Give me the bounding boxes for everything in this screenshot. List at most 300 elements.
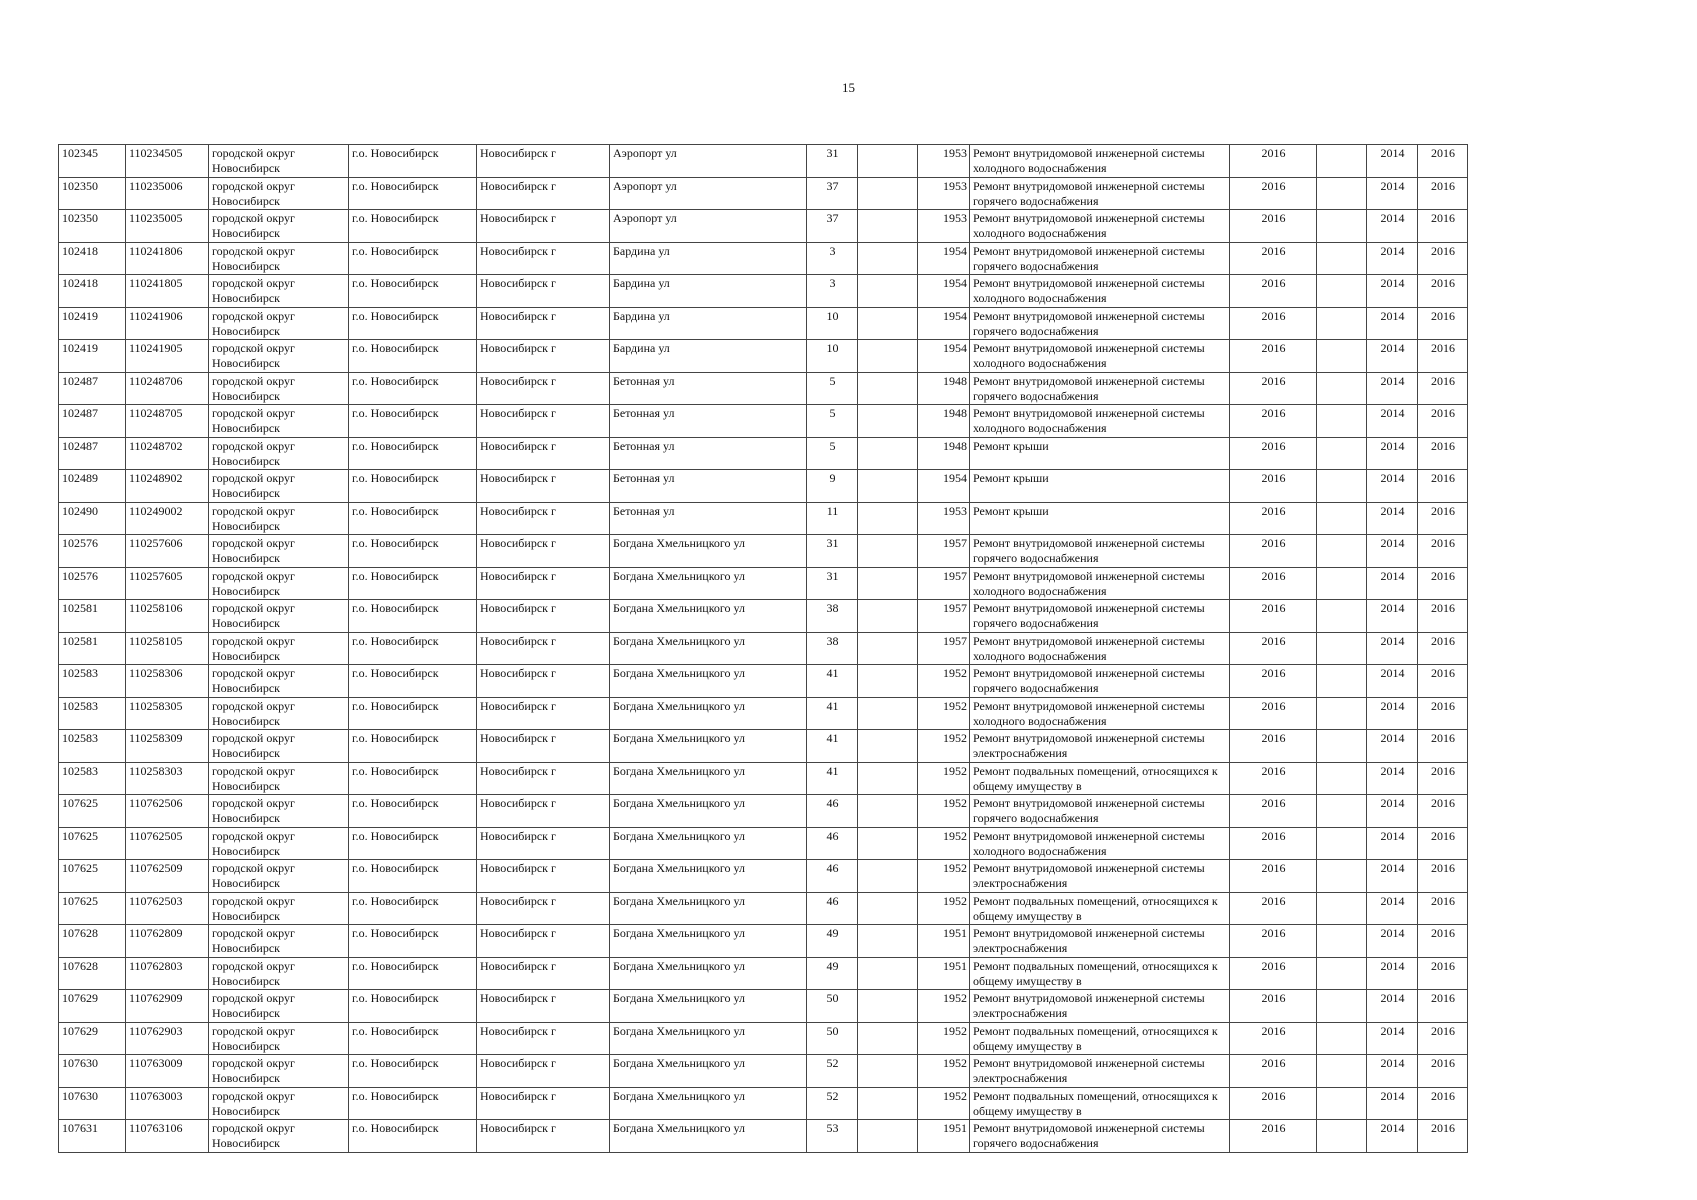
cell-settlement: г.о. Новосибирск	[349, 697, 477, 730]
cell-street: Богдана Хмельницкого ул	[610, 600, 807, 633]
cell-house-id: 102350	[59, 210, 126, 243]
cell-year-built: 1952	[918, 795, 970, 828]
cell-building	[858, 1087, 918, 1120]
cell-work-type: Ремонт крыши	[970, 502, 1230, 535]
cell-building	[858, 600, 918, 633]
cell-work-type: Ремонт подвальных помещений, относящихся к общему имуществу в	[970, 957, 1230, 990]
cell-blank	[1317, 470, 1367, 503]
cell-municipality: городской округ Новосибирск	[209, 567, 349, 600]
cell-work-id: 110258306	[126, 665, 209, 698]
cell-municipality: городской округ Новосибирск	[209, 990, 349, 1023]
cell-municipality: городской округ Новосибирск	[209, 242, 349, 275]
cell-year-built: 1957	[918, 632, 970, 665]
cell-work-type: Ремонт подвальных помещений, относящихся к общему имуществу в	[970, 1022, 1230, 1055]
cell-blank	[1317, 210, 1367, 243]
cell-house-number: 46	[807, 892, 858, 925]
cell-city: Новосибирск г	[477, 600, 610, 633]
cell-house-id: 102581	[59, 600, 126, 633]
cell-municipality: городской округ Новосибирск	[209, 665, 349, 698]
cell-house-id: 102583	[59, 762, 126, 795]
cell-municipality: городской округ Новосибирск	[209, 1120, 349, 1153]
cell-street: Богдана Хмельницкого ул	[610, 892, 807, 925]
cell-city: Новосибирск г	[477, 437, 610, 470]
cell-municipality: городской округ Новосибирск	[209, 1087, 349, 1120]
cell-work-id: 110763009	[126, 1055, 209, 1088]
cell-work-id: 110248706	[126, 372, 209, 405]
cell-year-from: 2014	[1367, 372, 1418, 405]
cell-street: Аэропорт ул	[610, 177, 807, 210]
cell-house-number: 50	[807, 1022, 858, 1055]
cell-year-to: 2016	[1418, 957, 1468, 990]
cell-house-number: 10	[807, 340, 858, 373]
cell-work-type: Ремонт внутридомовой инженерной системы горячего водоснабжения	[970, 372, 1230, 405]
table-row	[59, 957, 1468, 990]
cell-year-from: 2014	[1367, 340, 1418, 373]
cell-city: Новосибирск г	[477, 535, 610, 568]
cell-blank	[1317, 275, 1367, 308]
cell-blank	[1317, 502, 1367, 535]
cell-work-type: Ремонт подвальных помещений, относящихся к общему имуществу в	[970, 1087, 1230, 1120]
cell-work-type: Ремонт внутридомовой инженерной системы холодного водоснабжения	[970, 697, 1230, 730]
cell-work-id: 110763106	[126, 1120, 209, 1153]
cell-settlement: г.о. Новосибирск	[349, 990, 477, 1023]
cell-municipality: городской округ Новосибирск	[209, 632, 349, 665]
page-number: 15	[842, 80, 855, 95]
cell-work-type: Ремонт внутридомовой инженерной системы горячего водоснабжения	[970, 242, 1230, 275]
cell-work-type: Ремонт внутридомовой инженерной системы электроснабжения	[970, 860, 1230, 893]
cell-settlement: г.о. Новосибирск	[349, 242, 477, 275]
cell-settlement: г.о. Новосибирск	[349, 535, 477, 568]
cell-year-built: 1954	[918, 275, 970, 308]
cell-city: Новосибирск г	[477, 405, 610, 438]
cell-work-id: 110762909	[126, 990, 209, 1023]
cell-city: Новосибирск г	[477, 145, 610, 178]
capital-repair-table	[58, 144, 1468, 1153]
cell-house-id: 102489	[59, 470, 126, 503]
cell-plan-year: 2016	[1230, 1055, 1317, 1088]
cell-street: Аэропорт ул	[610, 210, 807, 243]
cell-settlement: г.о. Новосибирск	[349, 275, 477, 308]
cell-work-id: 110235006	[126, 177, 209, 210]
cell-city: Новосибирск г	[477, 990, 610, 1023]
cell-settlement: г.о. Новосибирск	[349, 827, 477, 860]
cell-house-number: 9	[807, 470, 858, 503]
cell-work-type: Ремонт подвальных помещений, относящихся к общему имуществу в	[970, 762, 1230, 795]
cell-blank	[1317, 177, 1367, 210]
cell-blank	[1317, 632, 1367, 665]
cell-year-to: 2016	[1418, 210, 1468, 243]
cell-city: Новосибирск г	[477, 957, 610, 990]
cell-year-built: 1957	[918, 567, 970, 600]
table-row	[59, 1087, 1468, 1120]
cell-year-from: 2014	[1367, 632, 1418, 665]
cell-work-id: 110762809	[126, 925, 209, 958]
cell-year-from: 2014	[1367, 892, 1418, 925]
cell-work-type: Ремонт внутридомовой инженерной системы горячего водоснабжения	[970, 535, 1230, 568]
cell-work-id: 110241905	[126, 340, 209, 373]
cell-year-from: 2014	[1367, 957, 1418, 990]
cell-year-to: 2016	[1418, 730, 1468, 763]
cell-plan-year: 2016	[1230, 762, 1317, 795]
cell-building	[858, 632, 918, 665]
cell-work-type: Ремонт внутридомовой инженерной системы холодного водоснабжения	[970, 210, 1230, 243]
cell-city: Новосибирск г	[477, 925, 610, 958]
cell-house-number: 41	[807, 730, 858, 763]
cell-building	[858, 210, 918, 243]
cell-plan-year: 2016	[1230, 665, 1317, 698]
cell-year-to: 2016	[1418, 470, 1468, 503]
cell-year-from: 2014	[1367, 307, 1418, 340]
cell-work-type: Ремонт внутридомовой инженерной системы горячего водоснабжения	[970, 600, 1230, 633]
cell-year-from: 2014	[1367, 437, 1418, 470]
cell-house-number: 38	[807, 632, 858, 665]
cell-settlement: г.о. Новосибирск	[349, 177, 477, 210]
cell-blank	[1317, 697, 1367, 730]
cell-house-id: 102419	[59, 307, 126, 340]
cell-house-id: 102576	[59, 567, 126, 600]
table-row	[59, 990, 1468, 1023]
cell-municipality: городской округ Новосибирск	[209, 697, 349, 730]
cell-blank	[1317, 340, 1367, 373]
cell-blank	[1317, 437, 1367, 470]
cell-settlement: г.о. Новосибирск	[349, 307, 477, 340]
cell-year-to: 2016	[1418, 860, 1468, 893]
cell-year-to: 2016	[1418, 372, 1468, 405]
table-row	[59, 145, 1468, 178]
cell-street: Аэропорт ул	[610, 145, 807, 178]
cell-settlement: г.о. Новосибирск	[349, 567, 477, 600]
cell-street: Богдана Хмельницкого ул	[610, 827, 807, 860]
table-row	[59, 275, 1468, 308]
cell-year-from: 2014	[1367, 795, 1418, 828]
cell-year-built: 1952	[918, 860, 970, 893]
cell-blank	[1317, 145, 1367, 178]
cell-work-type: Ремонт внутридомовой инженерной системы холодного водоснабжения	[970, 145, 1230, 178]
cell-street: Богдана Хмельницкого ул	[610, 665, 807, 698]
cell-settlement: г.о. Новосибирск	[349, 892, 477, 925]
cell-street: Бардина ул	[610, 275, 807, 308]
cell-settlement: г.о. Новосибирск	[349, 925, 477, 958]
cell-blank	[1317, 795, 1367, 828]
cell-street: Богдана Хмельницкого ул	[610, 1022, 807, 1055]
cell-municipality: городской округ Новосибирск	[209, 600, 349, 633]
cell-work-id: 110249002	[126, 502, 209, 535]
cell-building	[858, 665, 918, 698]
cell-year-from: 2014	[1367, 762, 1418, 795]
cell-year-from: 2014	[1367, 860, 1418, 893]
cell-year-built: 1948	[918, 405, 970, 438]
table-row	[59, 340, 1468, 373]
cell-building	[858, 957, 918, 990]
cell-building	[858, 1055, 918, 1088]
cell-building	[858, 535, 918, 568]
cell-year-to: 2016	[1418, 1022, 1468, 1055]
cell-plan-year: 2016	[1230, 1022, 1317, 1055]
cell-year-to: 2016	[1418, 762, 1468, 795]
cell-year-from: 2014	[1367, 827, 1418, 860]
cell-blank	[1317, 1120, 1367, 1153]
cell-work-type: Ремонт внутридомовой инженерной системы горячего водоснабжения	[970, 177, 1230, 210]
cell-work-id: 110762505	[126, 827, 209, 860]
cell-settlement: г.о. Новосибирск	[349, 1087, 477, 1120]
table-row	[59, 697, 1468, 730]
cell-house-id: 102583	[59, 730, 126, 763]
cell-work-type: Ремонт внутридомовой инженерной системы холодного водоснабжения	[970, 340, 1230, 373]
cell-year-to: 2016	[1418, 502, 1468, 535]
cell-settlement: г.о. Новосибирск	[349, 1055, 477, 1088]
cell-house-id: 107625	[59, 795, 126, 828]
table-row	[59, 600, 1468, 633]
cell-city: Новосибирск г	[477, 1087, 610, 1120]
cell-municipality: городской округ Новосибирск	[209, 502, 349, 535]
cell-street: Богдана Хмельницкого ул	[610, 697, 807, 730]
cell-building	[858, 1022, 918, 1055]
cell-blank	[1317, 1055, 1367, 1088]
cell-city: Новосибирск г	[477, 795, 610, 828]
cell-building	[858, 372, 918, 405]
cell-house-number: 5	[807, 372, 858, 405]
cell-settlement: г.о. Новосибирск	[349, 632, 477, 665]
cell-building	[858, 730, 918, 763]
cell-house-id: 102418	[59, 242, 126, 275]
cell-year-to: 2016	[1418, 665, 1468, 698]
cell-blank	[1317, 600, 1367, 633]
cell-year-from: 2014	[1367, 990, 1418, 1023]
table-row	[59, 502, 1468, 535]
cell-municipality: городской округ Новосибирск	[209, 437, 349, 470]
cell-work-type: Ремонт крыши	[970, 470, 1230, 503]
cell-building	[858, 307, 918, 340]
cell-work-id: 110763003	[126, 1087, 209, 1120]
cell-street: Богдана Хмельницкого ул	[610, 925, 807, 958]
cell-work-type: Ремонт внутридомовой инженерной системы холодного водоснабжения	[970, 567, 1230, 600]
cell-year-built: 1957	[918, 535, 970, 568]
cell-work-id: 110258309	[126, 730, 209, 763]
cell-house-number: 3	[807, 275, 858, 308]
cell-blank	[1317, 372, 1367, 405]
cell-house-id: 102418	[59, 275, 126, 308]
cell-house-number: 3	[807, 242, 858, 275]
cell-city: Новосибирск г	[477, 1120, 610, 1153]
cell-city: Новосибирск г	[477, 275, 610, 308]
cell-house-id: 102576	[59, 535, 126, 568]
cell-year-to: 2016	[1418, 145, 1468, 178]
table-row	[59, 177, 1468, 210]
cell-work-id: 110762503	[126, 892, 209, 925]
cell-year-built: 1957	[918, 600, 970, 633]
cell-year-from: 2014	[1367, 1120, 1418, 1153]
cell-house-number: 38	[807, 600, 858, 633]
cell-year-from: 2014	[1367, 145, 1418, 178]
cell-settlement: г.о. Новосибирск	[349, 502, 477, 535]
cell-year-from: 2014	[1367, 1022, 1418, 1055]
cell-street: Бетонная ул	[610, 437, 807, 470]
table-row	[59, 242, 1468, 275]
cell-settlement: г.о. Новосибирск	[349, 762, 477, 795]
table-body	[59, 145, 1468, 1153]
cell-year-built: 1951	[918, 1120, 970, 1153]
cell-work-type: Ремонт внутридомовой инженерной системы электроснабжения	[970, 990, 1230, 1023]
cell-city: Новосибирск г	[477, 892, 610, 925]
cell-house-id: 107630	[59, 1087, 126, 1120]
cell-plan-year: 2016	[1230, 567, 1317, 600]
cell-municipality: городской округ Новосибирск	[209, 372, 349, 405]
cell-city: Новосибирск г	[477, 697, 610, 730]
cell-work-id: 110248702	[126, 437, 209, 470]
cell-work-id: 110241906	[126, 307, 209, 340]
cell-city: Новосибирск г	[477, 860, 610, 893]
cell-plan-year: 2016	[1230, 372, 1317, 405]
cell-house-number: 31	[807, 535, 858, 568]
table-row	[59, 535, 1468, 568]
cell-plan-year: 2016	[1230, 437, 1317, 470]
cell-street: Бардина ул	[610, 242, 807, 275]
cell-city: Новосибирск г	[477, 177, 610, 210]
cell-municipality: городской округ Новосибирск	[209, 730, 349, 763]
cell-street: Богдана Хмельницкого ул	[610, 990, 807, 1023]
cell-street: Бардина ул	[610, 340, 807, 373]
cell-city: Новосибирск г	[477, 827, 610, 860]
cell-house-number: 37	[807, 177, 858, 210]
cell-year-built: 1952	[918, 990, 970, 1023]
cell-city: Новосибирск г	[477, 632, 610, 665]
cell-house-number: 46	[807, 827, 858, 860]
cell-plan-year: 2016	[1230, 340, 1317, 373]
cell-house-number: 10	[807, 307, 858, 340]
cell-house-number: 31	[807, 567, 858, 600]
cell-year-to: 2016	[1418, 340, 1468, 373]
cell-plan-year: 2016	[1230, 860, 1317, 893]
cell-year-to: 2016	[1418, 795, 1468, 828]
cell-year-to: 2016	[1418, 925, 1468, 958]
cell-city: Новосибирск г	[477, 210, 610, 243]
cell-building	[858, 860, 918, 893]
cell-street: Богдана Хмельницкого ул	[610, 1087, 807, 1120]
cell-house-id: 107631	[59, 1120, 126, 1153]
cell-work-type: Ремонт крыши	[970, 437, 1230, 470]
cell-building	[858, 405, 918, 438]
cell-work-id: 110248902	[126, 470, 209, 503]
cell-plan-year: 2016	[1230, 795, 1317, 828]
cell-blank	[1317, 827, 1367, 860]
cell-year-built: 1952	[918, 762, 970, 795]
cell-year-from: 2014	[1367, 665, 1418, 698]
cell-street: Богдана Хмельницкого ул	[610, 957, 807, 990]
cell-building	[858, 827, 918, 860]
cell-city: Новосибирск г	[477, 1055, 610, 1088]
cell-work-id: 110257605	[126, 567, 209, 600]
cell-house-id: 107628	[59, 957, 126, 990]
cell-building	[858, 340, 918, 373]
cell-blank	[1317, 242, 1367, 275]
cell-house-number: 31	[807, 145, 858, 178]
table-row	[59, 665, 1468, 698]
cell-municipality: городской округ Новосибирск	[209, 177, 349, 210]
cell-street: Бардина ул	[610, 307, 807, 340]
cell-street: Бетонная ул	[610, 372, 807, 405]
cell-year-to: 2016	[1418, 827, 1468, 860]
cell-blank	[1317, 405, 1367, 438]
cell-settlement: г.о. Новосибирск	[349, 600, 477, 633]
table-row	[59, 210, 1468, 243]
cell-street: Богдана Хмельницкого ул	[610, 535, 807, 568]
cell-work-type: Ремонт подвальных помещений, относящихся к общему имуществу в	[970, 892, 1230, 925]
cell-house-number: 49	[807, 925, 858, 958]
cell-settlement: г.о. Новосибирск	[349, 145, 477, 178]
cell-work-type: Ремонт внутридомовой инженерной системы электроснабжения	[970, 730, 1230, 763]
cell-house-number: 49	[807, 957, 858, 990]
cell-year-to: 2016	[1418, 405, 1468, 438]
cell-city: Новосибирск г	[477, 502, 610, 535]
cell-building	[858, 795, 918, 828]
cell-plan-year: 2016	[1230, 502, 1317, 535]
cell-street: Бетонная ул	[610, 502, 807, 535]
cell-year-from: 2014	[1367, 567, 1418, 600]
table-row	[59, 1022, 1468, 1055]
cell-street: Бетонная ул	[610, 405, 807, 438]
cell-building	[858, 567, 918, 600]
cell-settlement: г.о. Новосибирск	[349, 372, 477, 405]
cell-plan-year: 2016	[1230, 210, 1317, 243]
table-row	[59, 762, 1468, 795]
cell-work-type: Ремонт внутридомовой инженерной системы холодного водоснабжения	[970, 275, 1230, 308]
cell-house-number: 11	[807, 502, 858, 535]
cell-work-id: 110248705	[126, 405, 209, 438]
cell-year-to: 2016	[1418, 632, 1468, 665]
cell-work-type: Ремонт внутридомовой инженерной системы холодного водоснабжения	[970, 632, 1230, 665]
cell-work-id: 110762903	[126, 1022, 209, 1055]
cell-blank	[1317, 860, 1367, 893]
cell-year-to: 2016	[1418, 1055, 1468, 1088]
cell-work-id: 110762506	[126, 795, 209, 828]
cell-work-type: Ремонт внутридомовой инженерной системы электроснабжения	[970, 1055, 1230, 1088]
cell-year-to: 2016	[1418, 1120, 1468, 1153]
cell-house-number: 46	[807, 860, 858, 893]
cell-year-to: 2016	[1418, 600, 1468, 633]
cell-house-id: 102350	[59, 177, 126, 210]
table-row	[59, 470, 1468, 503]
cell-house-number: 5	[807, 405, 858, 438]
cell-work-type: Ремонт внутридомовой инженерной системы электроснабжения	[970, 925, 1230, 958]
cell-year-to: 2016	[1418, 242, 1468, 275]
cell-house-number: 50	[807, 990, 858, 1023]
cell-year-from: 2014	[1367, 535, 1418, 568]
cell-city: Новосибирск г	[477, 307, 610, 340]
table-row	[59, 827, 1468, 860]
table-row	[59, 405, 1468, 438]
table-row	[59, 730, 1468, 763]
cell-year-to: 2016	[1418, 275, 1468, 308]
cell-plan-year: 2016	[1230, 892, 1317, 925]
cell-plan-year: 2016	[1230, 275, 1317, 308]
cell-house-id: 107628	[59, 925, 126, 958]
cell-year-from: 2014	[1367, 1055, 1418, 1088]
cell-house-number: 5	[807, 437, 858, 470]
cell-settlement: г.о. Новосибирск	[349, 437, 477, 470]
cell-year-built: 1952	[918, 1055, 970, 1088]
cell-municipality: городской округ Новосибирск	[209, 210, 349, 243]
cell-work-id: 110762803	[126, 957, 209, 990]
cell-blank	[1317, 567, 1367, 600]
cell-blank	[1317, 1087, 1367, 1120]
cell-building	[858, 145, 918, 178]
cell-house-number: 52	[807, 1087, 858, 1120]
cell-year-built: 1953	[918, 502, 970, 535]
table-row	[59, 860, 1468, 893]
cell-street: Богдана Хмельницкого ул	[610, 795, 807, 828]
cell-house-id: 102487	[59, 372, 126, 405]
cell-street: Богдана Хмельницкого ул	[610, 567, 807, 600]
